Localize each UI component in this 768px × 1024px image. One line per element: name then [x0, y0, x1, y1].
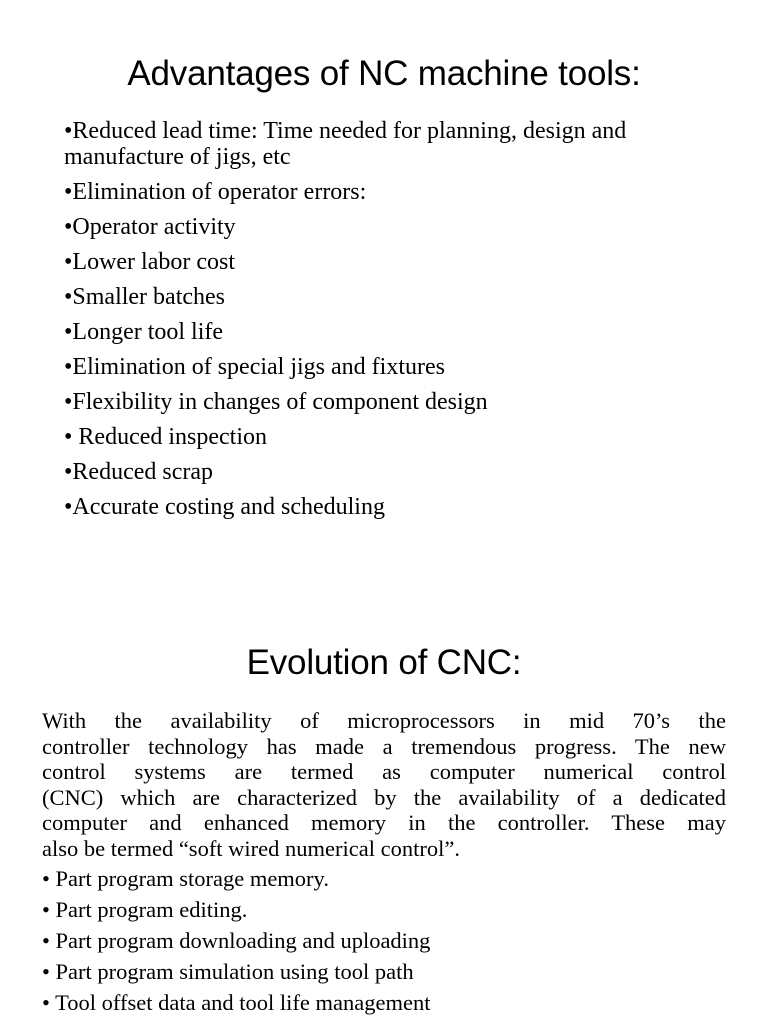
list-item: •Accurate costing and scheduling	[64, 494, 385, 520]
list-item: •Elimination of special jigs and fixtures	[64, 354, 445, 380]
list-item: •Reduced scrap	[64, 459, 214, 485]
list-item: • Part program downloading and uploading	[42, 928, 431, 953]
list-item: • Part program storage memory.	[42, 866, 329, 891]
paragraph-line: also be termed “soft wired numerical control”.	[42, 835, 460, 861]
list-item: •Operator activity	[64, 214, 236, 240]
list-item: • Reduced inspection	[64, 424, 268, 450]
paragraph-line: controller technology has made a tremendous progress. The new	[42, 733, 726, 759]
cnc-features-list	[42, 866, 732, 1021]
list-item: • Tool offset data and tool life management	[42, 990, 431, 1015]
list-item: •Flexibility in changes of component design	[64, 389, 488, 415]
list-item: •Reduced lead time: Time needed for planning, design and manufacture of jigs, etc	[64, 118, 627, 170]
advantages-list	[64, 118, 744, 529]
list-item: • Part program editing.	[42, 897, 248, 922]
list-item: • Part program simulation using tool path	[42, 959, 414, 984]
evolution-paragraph	[42, 708, 726, 861]
section-title-evolution: Evolution of CNC:	[246, 643, 522, 682]
section-title-advantages: Advantages of NC machine tools:	[127, 54, 641, 93]
paragraph-line: control systems are termed as computer numerical control	[42, 759, 726, 784]
list-item: •Elimination of operator errors:	[64, 179, 367, 205]
paragraph-line: computer and enhanced memory in the controller. These may	[42, 810, 726, 835]
paragraph-line: With the availability of microprocessors in mid 70’s the	[42, 708, 726, 733]
list-item: •Longer tool life	[64, 319, 224, 345]
list-item: •Lower labor cost	[64, 249, 236, 275]
paragraph-line: (CNC) which are characterized by the availability of a dedicated	[42, 784, 726, 810]
list-item: •Smaller batches	[64, 284, 226, 310]
